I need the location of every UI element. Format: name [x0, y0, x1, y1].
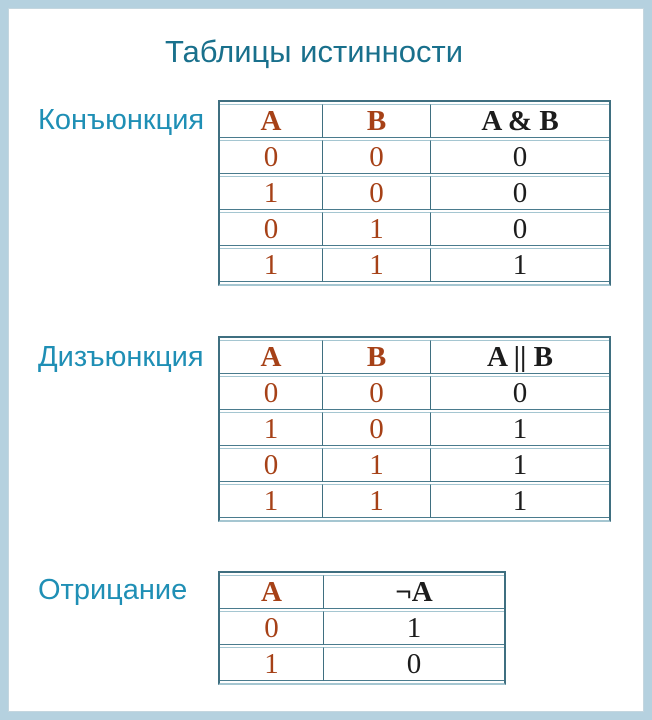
- cell: 0: [323, 176, 431, 210]
- cell: 0: [431, 140, 609, 174]
- cell: 1: [220, 248, 323, 282]
- cell: 0: [220, 448, 323, 482]
- cell: 1: [431, 484, 609, 518]
- cell: 1: [323, 212, 431, 246]
- header-row: [220, 340, 609, 374]
- conjunction-truth-table: [218, 100, 611, 286]
- cell: 1: [323, 484, 431, 518]
- table-row: [220, 140, 609, 174]
- column-header: A: [220, 575, 324, 609]
- cell: 1: [220, 176, 323, 210]
- header-row: [220, 575, 504, 609]
- cell: 0: [323, 140, 431, 174]
- table-row: [220, 176, 609, 210]
- cell: 0: [431, 212, 609, 246]
- cell: 0: [323, 376, 431, 410]
- label-negation: Отрицание: [38, 574, 188, 606]
- cell: 1: [323, 248, 431, 282]
- cell: 0: [220, 140, 323, 174]
- cell: 0: [220, 212, 323, 246]
- cell: 1: [323, 448, 431, 482]
- table-row: [220, 212, 609, 246]
- cell: 1: [324, 611, 504, 645]
- cell: 1: [220, 412, 323, 446]
- label-conjunction: Конъюнкция: [38, 104, 205, 136]
- column-header: A: [220, 340, 323, 374]
- cell: 0: [324, 647, 504, 681]
- disjunction-truth-table: [218, 336, 611, 522]
- column-header: A: [220, 104, 323, 138]
- cell: 1: [431, 448, 609, 482]
- table-row: [220, 647, 504, 681]
- column-header: B: [323, 104, 431, 138]
- column-header: A || B: [431, 340, 609, 374]
- column-header: A & B: [431, 104, 609, 138]
- cell: 1: [220, 484, 323, 518]
- cell: 0: [220, 611, 324, 645]
- header-row: [220, 104, 609, 138]
- page-title: Таблицы истинности: [164, 34, 464, 69]
- table-row: [220, 248, 609, 282]
- cell: 0: [431, 176, 609, 210]
- label-disjunction: Дизъюнкция: [38, 341, 204, 373]
- cell: 0: [431, 376, 609, 410]
- cell: 1: [431, 248, 609, 282]
- table-row: [220, 412, 609, 446]
- cell: 0: [323, 412, 431, 446]
- table-row: [220, 448, 609, 482]
- column-header: ¬A: [324, 575, 504, 609]
- table-row: [220, 376, 609, 410]
- table-row: [220, 611, 504, 645]
- cell: 1: [431, 412, 609, 446]
- table-row: [220, 484, 609, 518]
- column-header: B: [323, 340, 431, 374]
- cell: 1: [220, 647, 324, 681]
- negation-truth-table: [218, 571, 506, 685]
- cell: 0: [220, 376, 323, 410]
